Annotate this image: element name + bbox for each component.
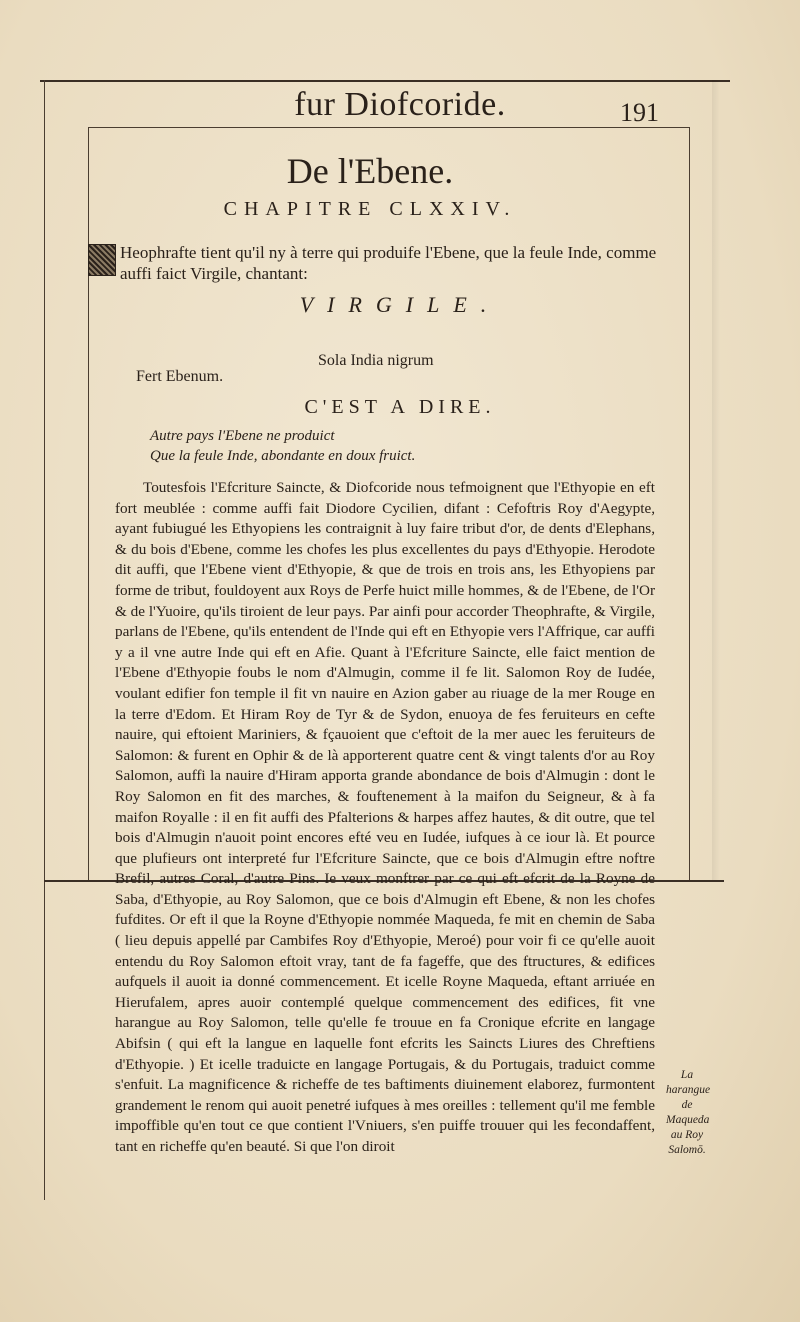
page-number: 191 [620, 98, 659, 127]
body-paragraph: Toutesfois l'Efcriture Saincte, & Diofcoride nous tefmoignent que l'Ethyopie en eft fort meublée : comme auffi fait Diodore Cycilien, difant : Cefoftris Roy d'Aegypte, ayant fubiugué les Ethyopiens les contraignit à luy faire tribut d'or, de dents d'Elephans, & du bois d'Ebene, comme les chofes les plus excellentes du pays d'Ethyopie. Herodote dit auffi, que l'Ebene vient d'Ethyopie, & que de trois en trois ans, les Ethyopiens par forme de tribut, fouldoyent aux Roys de Perfe huict mille hommes, & de l'Ebene, de l'Or & de l'Yuoire, qu'ils tiroient de leur pays. Par ainfi pour accorder Theophrafte, & Virgile, parlans de l'Ebene, qu'ils entendent de l'Inde qui eft en Ethyopie vers l'Affrique, car auffi y a il vne autre Inde qui eft en Afie. Quant à l'Efcriture Saincte, elle faict mention de l'Ebene d'Ethyopie foubs le nom d'Almugin, comme il fe lit. Salomon Roy de Iudée, voulant edifier fon temple il fit vn nauire en Azion gaber au riuage de la mer Rouge en la terre d'Edom. Et Hiram Roy de Tyr & de Sydon, enuoya de fes feruiteurs en cefte nauire, qui eftoient Mariniers, & fçauoient que c'eftoit de la mer auec les feruiteurs de Salomon: & furent en Ophir & de là apporterent quatre cent & vingt talents d'or au Roy Salomon, auffi la nauire d'Hiram apporta grande abondance de bois d'Almugin : dont le Roy Salomon en fit des marches, & fouftenement à la maifon du Seigneur, & à fa maifon Royalle : il en fit auffi des Pfalterions & harpes affez hautes, & dit outre, que tel bois d'Almugin n'auoit point encores efté veu en Iudée, iufques à ce iour là. Et pource que plufieurs ont interpreté fur l'Efcriture Saincte, que ce bois d'Almugin eftre noftre Brefil, autres Coral, d'autre Pins. Ie veux monftrer par ce qui eft efcrit de la Royne de Saba, d'Ethyopie, au Roy Salomon, que ce bois d'Almugin eft Ebene, & non les chofes fufdites. Or eft il que la Royne d'Ethyopie nommée Maqueda, fe mit en chemin de Saba ( lieu depuis appellé par Cambifes Roy d'Ethyopie, Meroé) pour voir fi ce qu'elle auoit entendu du Roy Salomon eftoit vray, tant de fa fageffe, que des ftructures, & edifices aufquels il auoit ia donné commencement. Et icelle Royne Maqueda, eftant arriuée en Hierufalem, apres auoir contemplé quelque commencement des edifices, fit vne harangue au Roy Salomon, telle qu'elle fe trouue en fa Cronique efcrite en langage Abifsin ( qui eft la langue en laquelle font efcrits les Saincts Liures des Chreftiens d'Ethyopie. ) Et icelle traduicte en langage Portugais, & du Portugais, traduict comme s'enfuit. La magnificence & richeffe de tes baftiments diuinement elaborez, furmontent grandement le renom qui auoit penetré iufques à mes oreilles : tellement qu'il me femble impoffible qu'en tout ce que contient l'Vniuers, s'en puiffe trouuer qui les fecondaffent, tant en richeffe qu'en beauté. Si que l'on diroit [115, 479, 655, 1155]
translation-line-1: Autre pays l'Ebene ne produict [150, 428, 335, 444]
verse-line-1: Sola India nigrum [318, 352, 434, 369]
verse-heading: VIRGILE. [299, 292, 501, 317]
top-rule [40, 80, 730, 82]
translation-heading: C'EST A DIRE. [304, 396, 496, 418]
verse-line-2: Fert Ebenum. [136, 368, 224, 385]
chapter-number: CHAPITRE CLXXIV. [223, 198, 517, 220]
intro-paragraph: Heophrafte tient qu'il ny à terre qui produife l'Ebene, que la feule Inde, comme auffi faict Virgile, chantant: [120, 243, 657, 283]
running-head: fur Diofcoride. [294, 86, 506, 123]
ornamental-dropcap-icon [88, 244, 116, 276]
translation-line-2: Que la feule Inde, abondante en doux fruict. [150, 448, 416, 464]
chapter-title: De l'Ebene. [286, 151, 454, 191]
margin-note: La harangue de Maqueda au Roy Salomō. [666, 1069, 711, 1156]
left-rule [44, 80, 45, 1200]
